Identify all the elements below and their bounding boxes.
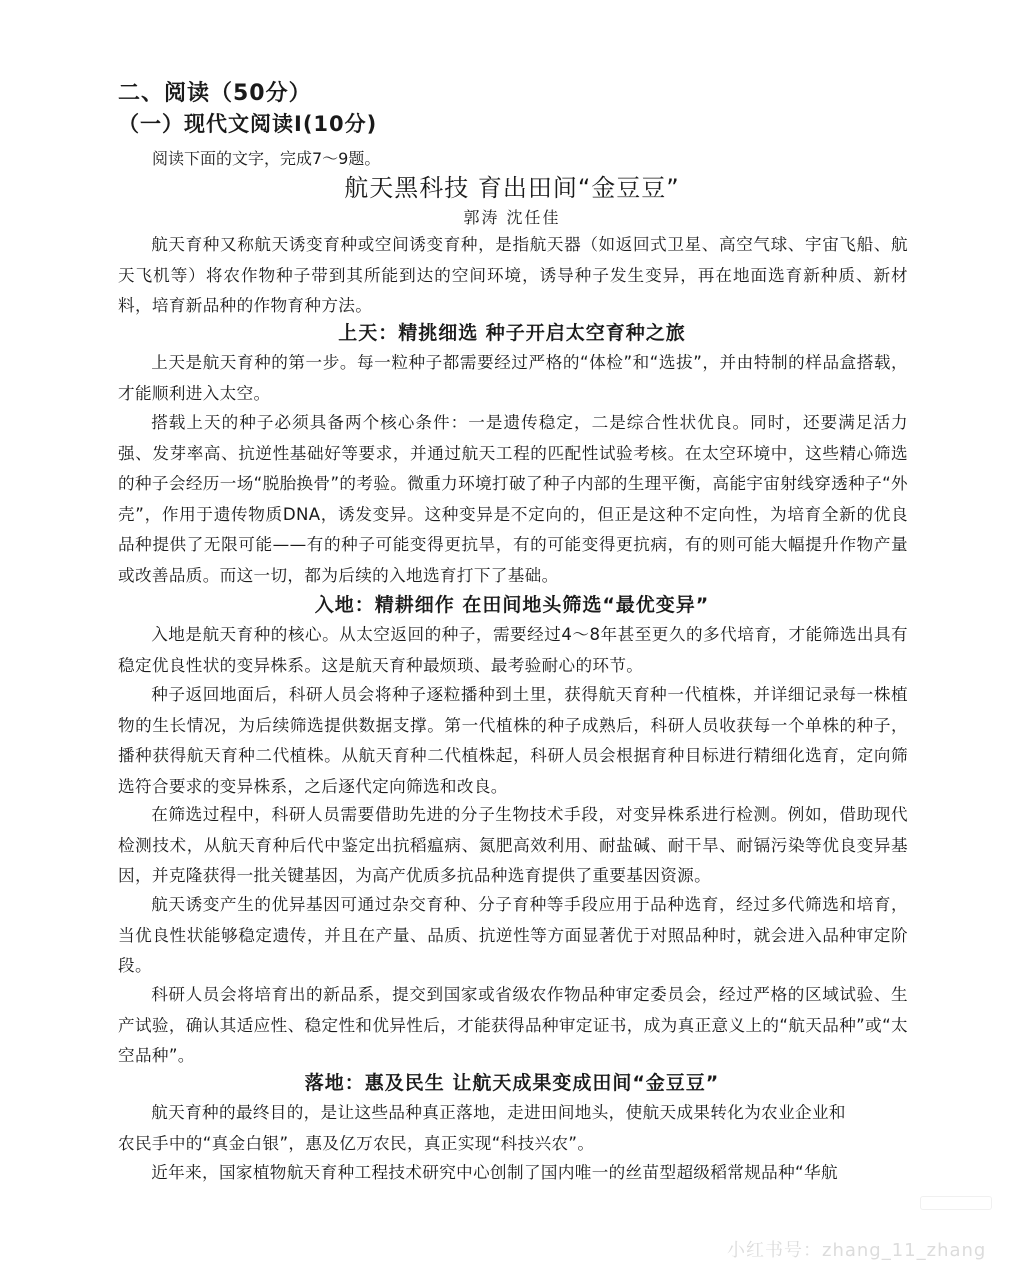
part3-paragraph-1-line-2: 农民手中的“真金白银”，惠及亿万农民，真正实现“科技兴农”。 xyxy=(118,1133,595,1153)
part3-heading: 落地：惠及民生 让航天成果变成田间“金豆豆” xyxy=(304,1072,720,1094)
watermark: 小红书号：zhang_11_zhang xyxy=(727,1240,987,1261)
part2-paragraph-4: 航天诱变产生的优异基因可通过杂交育种、分子育种等手段应用于品种选育，经过多代筛选和培育，当优良性状能够稳定遗传，并且在产量、品质、抗逆性等方面显著优于对照品种时，就会进入品种审定阶段。 xyxy=(118,895,908,976)
part3-paragraph-1 xyxy=(118,1098,908,1159)
part1-heading: 上天：精挑细选 种子开启太空育种之旅 xyxy=(338,322,686,344)
part3-paragraph-1-line-1: 航天育种的最终目的，是让这些品种真正落地，走进田间地头，使航天成果转化为农业企业和 xyxy=(151,1103,846,1122)
section-heading: 二、阅读（50分） xyxy=(118,81,312,106)
part2-paragraph-1: 入地是航天育种的核心。从太空返回的种子，需要经过4～8年甚至更久的多代培育，才能筛选出具有稳定优良性状的变异株系。这是航天育种最烦琐、最考验耐心的环节。 xyxy=(118,625,908,675)
part2-heading: 入地：精耕细作 在田间地头筛选“最优变异” xyxy=(314,594,710,616)
part2-paragraph-2: 种子返回地面后，科研人员会将种子逐粒播种到土里，获得航天育种一代植株，并详细记录每一株植物的生长情况，为后续筛选提供数据支撑。第一代植株的种子成熟后，科研人员收获每一个单株的种子，播种获得航天育种二代植株。从航天育种二代植株起，科研人员会根据育种目标进行精细化选育，定向筛选符合要求的变异株系，之后逐代定向筛选和改良。 xyxy=(118,685,908,796)
part2-paragraph-5: 科研人员会将培育出的新品系，提交到国家或省级农作物品种审定委员会，经过严格的区域试验、生产试验，确认其适应性、稳定性和优异性后，才能获得品种审定证书，成为真正意义上的“航天品种”或“太空品种”。 xyxy=(118,985,908,1066)
instruction: 阅读下面的文字，完成7～9题。 xyxy=(152,149,381,168)
watermark-frame xyxy=(920,1196,992,1210)
sub-heading: （一）现代文阅读I(10分) xyxy=(118,112,378,136)
intro-paragraph: 航天育种又称航天诱变育种或空间诱变育种，是指航天器（如返回式卫星、高空气球、宇宙飞船、航天飞机等）将农作物种子带到其所能到达的空间环境，诱导种子发生变异，再在地面选育新种质、新材料，培育新品种的作物育种方法。 xyxy=(118,235,908,316)
part3-paragraph-2: 近年来，国家植物航天育种工程技术研究中心创制了国内唯一的丝苗型超级稻常规品种“华航 xyxy=(151,1163,838,1182)
part1-paragraph-1: 上天是航天育种的第一步。每一粒种子都需要经过严格的“体检”和“选拔”，并由特制的样品盒搭载，才能顺利进入太空。 xyxy=(118,353,908,403)
article-authors: 郭涛 沈任佳 xyxy=(463,208,561,227)
article-title: 航天黑科技 育出田间“金豆豆” xyxy=(344,174,680,202)
part1-paragraph-2: 搭载上天的种子必须具备两个核心条件：一是遗传稳定，二是综合性状优良。同时，还要满足活力强、发芽率高、抗逆性基础好等要求，并通过航天工程的匹配性试验考核。在太空环境中，这些精心筛选的种子会经历一场“脱胎换骨”的考验。微重力环境打破了种子内部的生理平衡，高能宇宙射线穿透种子“外壳”，作用于遗传物质DNA，诱发变异。这种变异是不定向的，但正是这种不定向性，为培育全新的优良品种提供了无限可能——有的种子可能变得更抗旱，有的可能变得更抗病，有的则可能大幅提升作物产量或改善品质。而这一切，都为后续的入地选育打下了基础。 xyxy=(118,413,908,585)
part2-paragraph-3: 在筛选过程中，科研人员需要借助先进的分子生物技术手段，对变异株系进行检测。例如，借助现代检测技术，从航天育种后代中鉴定出抗稻瘟病、氮肥高效利用、耐盐碱、耐干旱、耐镉污染等优良变异基因，并克隆获得一批关键基因，为高产优质多抗品种选育提供了重要基因资源。 xyxy=(118,805,908,886)
